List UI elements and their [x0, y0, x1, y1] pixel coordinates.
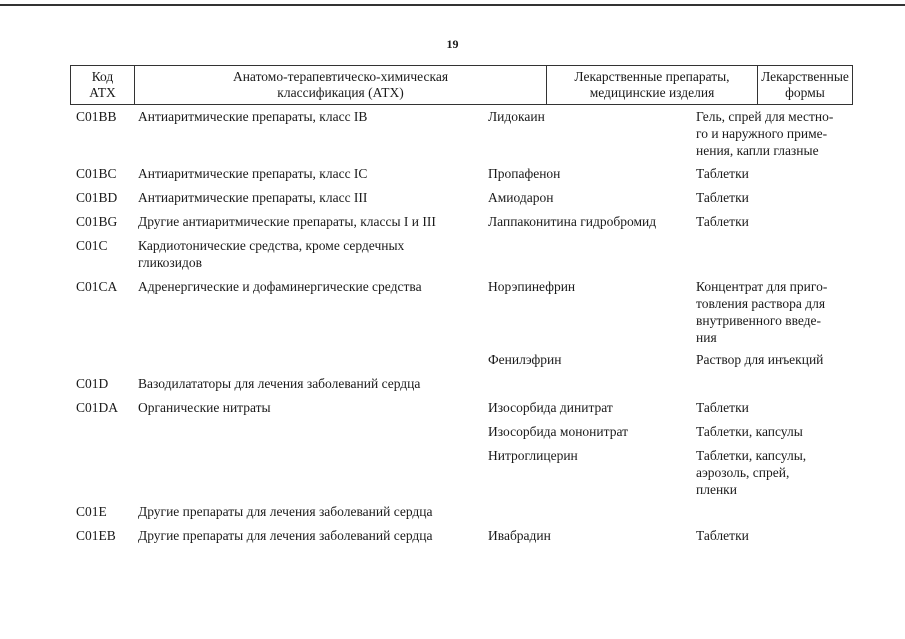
row-form: Таблетки	[696, 214, 749, 229]
row-classification: Антиаритмические препараты, класс IB	[138, 109, 368, 124]
row-drug: Изосорбида мононитрат	[488, 424, 628, 439]
row-classification: Антиаритмические препараты, класс IC	[138, 166, 368, 181]
row-classification: Кардиотонические средства, кроме сердечных гликозидов	[138, 238, 405, 270]
row-classification: Органические нитраты	[138, 400, 271, 415]
row-drug: Изосорбида динитрат	[488, 400, 613, 415]
row-drug: Пропафенон	[488, 166, 561, 181]
row-drug: Лаппаконитина гидробромид	[488, 214, 657, 229]
row-code: C01C	[76, 238, 108, 253]
row-form: Таблетки	[696, 528, 749, 543]
header-classification: Анатомо-терапевтическо-химическая классификация (АТХ)	[135, 66, 547, 104]
row-drug: Ивабрадин	[488, 528, 551, 543]
row-drug: Лидокаин	[488, 109, 545, 124]
header-drugs: Лекарственные препараты, медицинские изделия	[547, 66, 758, 104]
row-code: C01EB	[76, 528, 116, 543]
row-classification: Другие препараты для лечения заболеваний сердца	[138, 504, 433, 519]
row-code: C01E	[76, 504, 107, 519]
row-form: Раствор для инъекций	[696, 352, 824, 367]
page-number: 19	[446, 37, 459, 51]
row-code: C01BB	[76, 109, 117, 124]
row-classification: Антиаритмические препараты, класс III	[138, 190, 368, 205]
header-code: Код АТХ	[71, 66, 135, 104]
header-forms: Лекарственные формы	[761, 69, 849, 100]
row-code: C01BG	[76, 214, 118, 229]
row-code: C01BD	[76, 190, 118, 205]
row-drug: Фенилэфрин	[488, 352, 562, 367]
row-classification: Другие препараты для лечения заболеваний сердца	[138, 528, 433, 543]
row-code: C01BC	[76, 166, 117, 181]
row-form: Таблетки, капсулы	[696, 424, 803, 439]
row-form: Концентрат для приго- товления раствора для внутривенного введе- ния	[696, 279, 828, 345]
row-form: Таблетки, капсулы, аэрозоль, спрей, пленки	[696, 448, 807, 497]
row-drug: Норэпинефрин	[488, 279, 576, 294]
row-form: Гель, спрей для местно- го и наружного приме- нения, капли глазные	[696, 109, 834, 158]
row-drug: Нитроглицерин	[488, 448, 578, 463]
row-classification: Другие антиаритмические препараты, классы I и III	[138, 214, 436, 229]
row-code: C01DA	[76, 400, 119, 415]
row-drug: Амиодарон	[488, 190, 554, 205]
top-border-rule	[0, 4, 905, 6]
row-code: C01D	[76, 376, 109, 391]
row-classification: Вазодилататоры для лечения заболеваний сердца	[138, 376, 421, 391]
row-classification: Адренергические и дофаминергические средства	[138, 279, 422, 294]
row-form: Таблетки	[696, 190, 749, 205]
row-form: Таблетки	[696, 166, 749, 181]
row-code: C01CA	[76, 279, 118, 294]
row-form: Таблетки	[696, 400, 749, 415]
table-header	[70, 65, 853, 105]
